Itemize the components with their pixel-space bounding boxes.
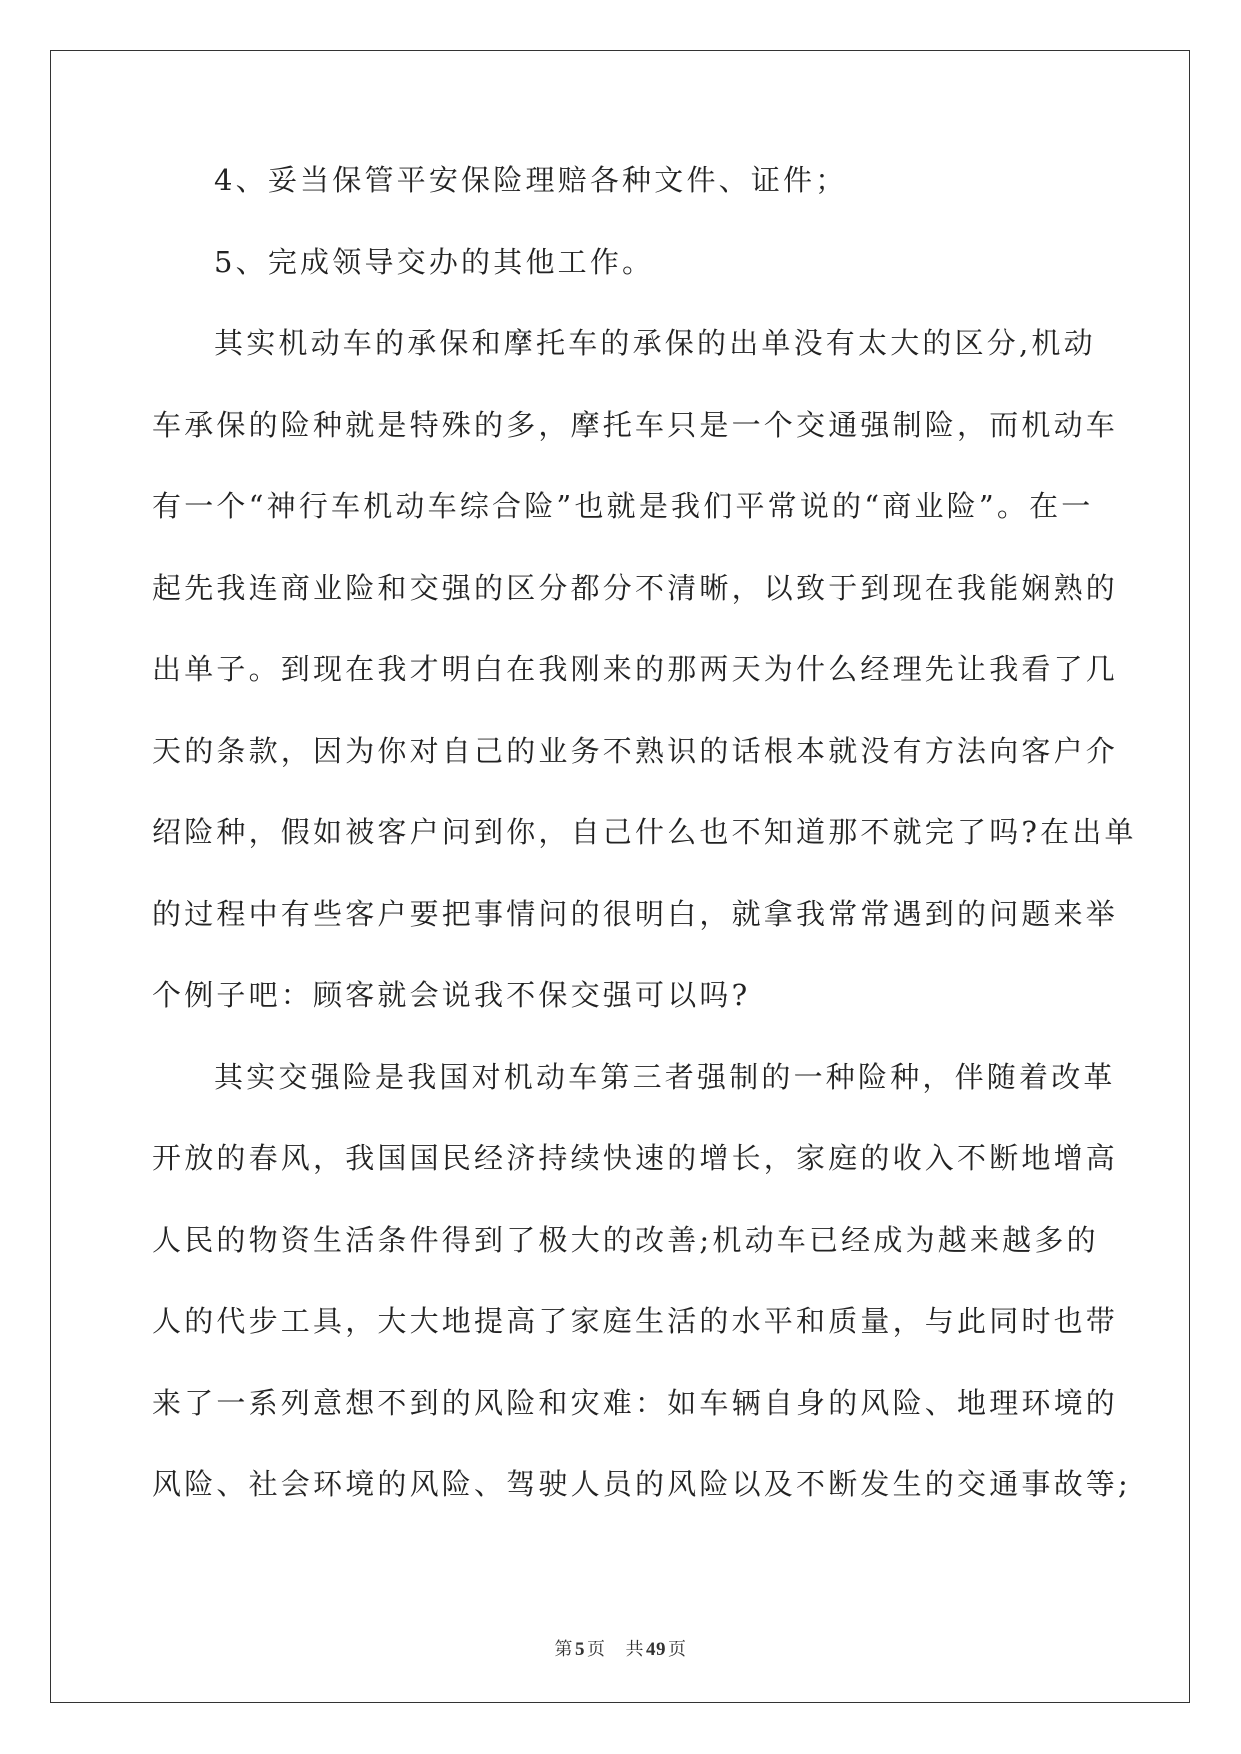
paragraph-item-5: 5、完成领导交办的其他工作。 xyxy=(214,244,655,279)
paragraph-line: 人民的物资生活条件得到了极大的改善;机动车已经成为越来越多的 xyxy=(152,1222,1099,1257)
page-suffix: 页 xyxy=(587,1639,606,1660)
page-footer xyxy=(0,1635,1241,1661)
paragraph-line: 其实机动车的承保和摩托车的承保的出单没有太大的区分,机动 xyxy=(214,326,1096,360)
paragraph-line: 有一个“神行车机动车综合险”也就是我们平常说的“商业险”。在一 xyxy=(152,489,1094,523)
paragraph-line: 车承保的险种就是特殊的多，摩托车只是一个交通强制险，而机动车 xyxy=(152,407,1119,442)
document-body xyxy=(152,160,1137,1546)
paragraph-line: 风险、社会环境的风险、驾驶人员的风险以及不断发生的交通事故等; xyxy=(152,1467,1131,1501)
paragraph-line: 其实交强险是我国对机动车第三者强制的一种险种，伴随着改革 xyxy=(214,1059,1116,1094)
paragraph-line: 绍险种，假如被客户问到你，自己什么也不知道那不就完了吗?在出单 xyxy=(152,815,1137,849)
paragraph-line: 的过程中有些客户要把事情问的很明白，就拿我常常遇到的问题来举 xyxy=(152,896,1119,931)
total-suffix: 页 xyxy=(668,1639,687,1660)
paragraph-line: 人的代步工具，大大地提高了家庭生活的水平和质量，与此同时也带 xyxy=(152,1304,1119,1338)
page-prefix: 第 xyxy=(554,1639,573,1660)
paragraph-line: 起先我连商业险和交强的区分都分不清晰，以致于到现在我能娴熟的 xyxy=(152,570,1119,605)
total-prefix: 共 xyxy=(625,1639,644,1660)
total-pages: 49 xyxy=(646,1639,666,1660)
paragraph-line: 天的条款，因为你对自己的业务不熟识的话根本就没有方法向客户介 xyxy=(152,733,1119,768)
paragraph-line: 出单子。到现在我才明白在我刚来的那两天为什么经理先让我看了几 xyxy=(152,652,1119,686)
paragraph-item-4: 4、妥当保管平安保险理赔各种文件、证件； xyxy=(214,163,848,197)
paragraph-line: 来了一系列意想不到的风险和灾难：如车辆自身的风险、地理环境的 xyxy=(152,1385,1119,1420)
paragraph-line: 个例子吧：顾客就会说我不保交强可以吗? xyxy=(152,978,751,1012)
page-number: 5 xyxy=(575,1639,585,1660)
paragraph-line: 开放的春风，我国国民经济持续快速的增长，家庭的收入不断地增高 xyxy=(152,1141,1119,1175)
